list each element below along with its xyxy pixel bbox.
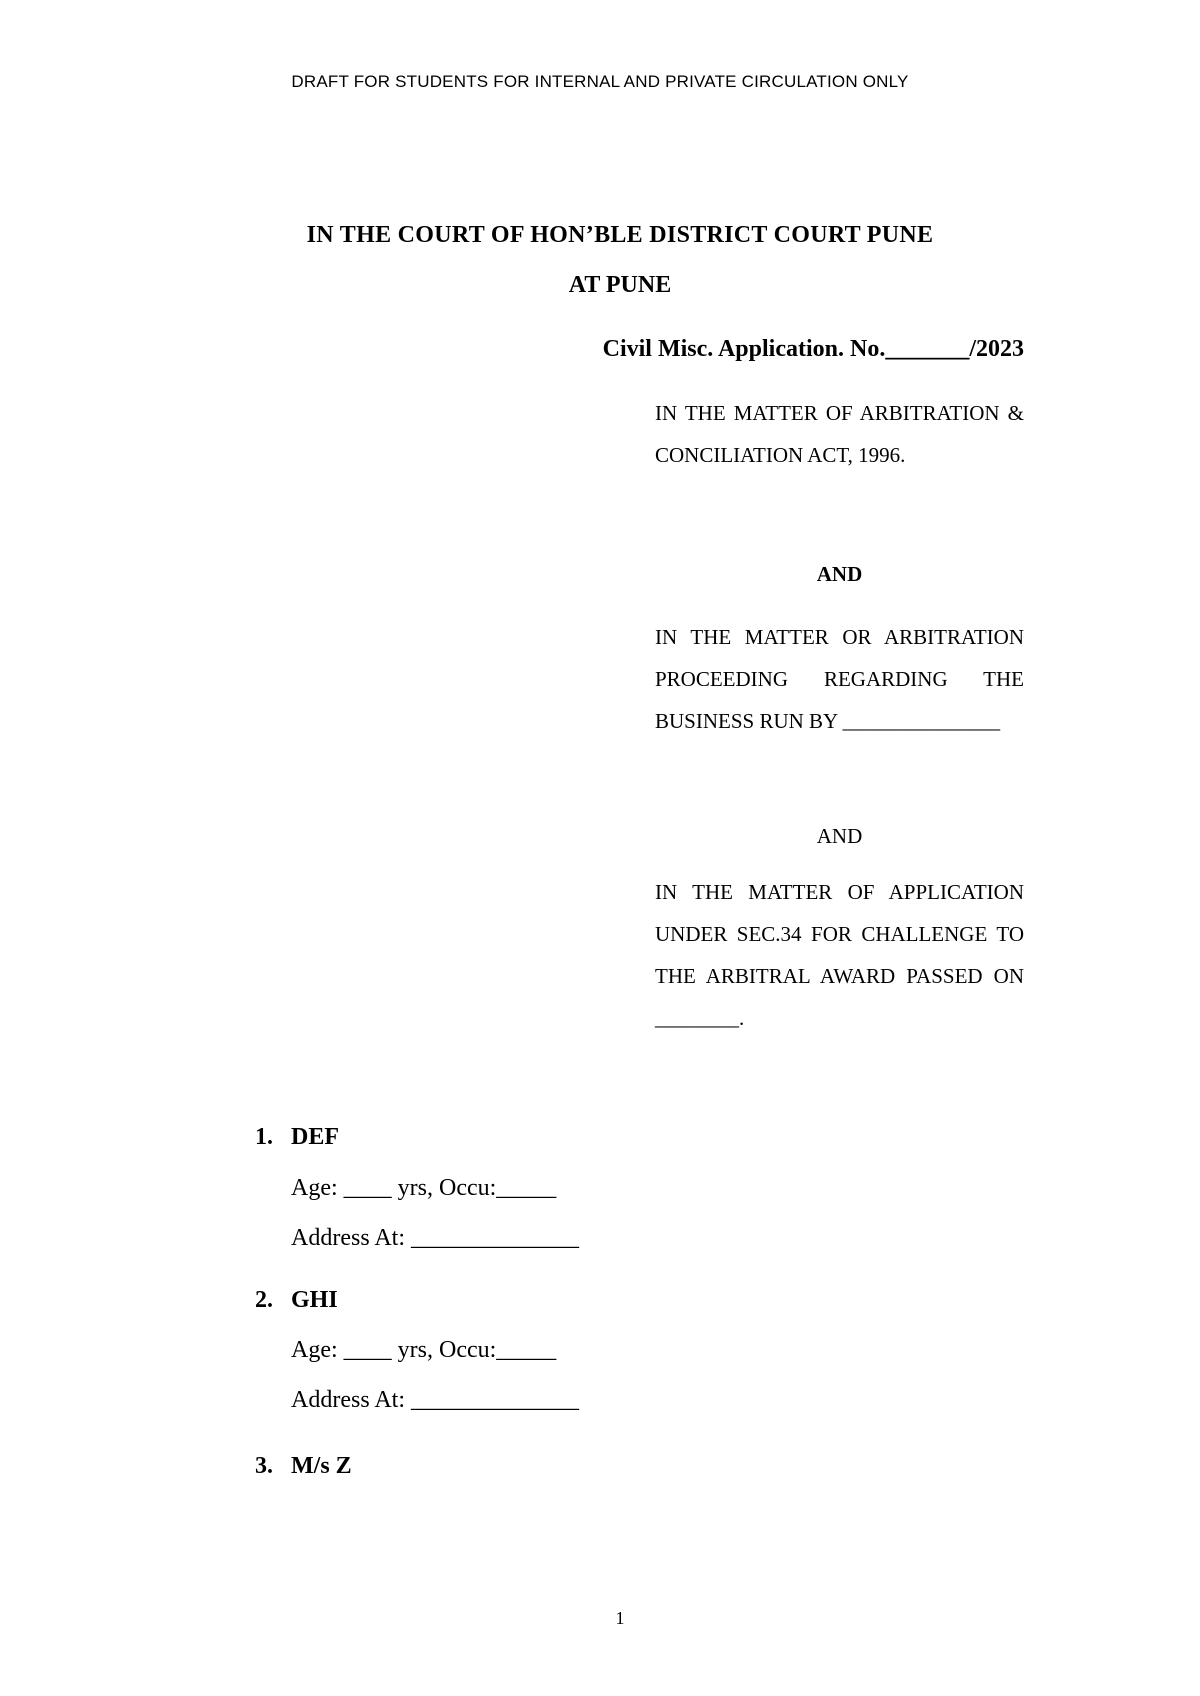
draft-notice: DRAFT FOR STUDENTS FOR INTERNAL AND PRIVATE CIRCULATION ONLY bbox=[291, 72, 909, 91]
party-2-name: GHI bbox=[291, 1287, 338, 1313]
party-3-number: 3. bbox=[255, 1453, 273, 1479]
connector-and-2: AND bbox=[816, 824, 863, 848]
matter-arbitration-act: IN THE MATTER OF ARBITRATION & CONCILIATION ACT, 1996. bbox=[655, 401, 1024, 467]
connector-and-1: AND bbox=[816, 562, 863, 586]
matter-section-34-application: IN THE MATTER OF APPLICATION UNDER SEC.34 FOR CHALLENGE TO THE ARBITRAL AWARD PASSED ON ________. bbox=[655, 880, 1024, 1030]
page-number: 1 bbox=[615, 1608, 625, 1628]
court-title: IN THE COURT OF HON’BLE DISTRICT COURT PUNE bbox=[306, 222, 934, 248]
party-2-age-occupation: Age: ____ yrs, Occu:_____ bbox=[291, 1337, 557, 1363]
party-1-age-occupation: Age: ____ yrs, Occu:_____ bbox=[291, 1175, 557, 1201]
court-location: AT PUNE bbox=[568, 272, 672, 298]
party-1-address: Address At: ______________ bbox=[291, 1225, 579, 1251]
case-number: Civil Misc. Application. No._______/2023 bbox=[602, 336, 1024, 362]
party-3-name: M/s Z bbox=[291, 1453, 352, 1479]
party-2-number: 2. bbox=[255, 1287, 273, 1313]
matter-arbitration-proceeding: IN THE MATTER OR ARBITRATION PROCEEDING REGARDING THE BUSINESS RUN BY _______________ bbox=[655, 625, 1024, 733]
party-1-name: DEF bbox=[291, 1124, 339, 1150]
party-2-address: Address At: ______________ bbox=[291, 1387, 579, 1413]
party-1-number: 1. bbox=[255, 1124, 273, 1150]
